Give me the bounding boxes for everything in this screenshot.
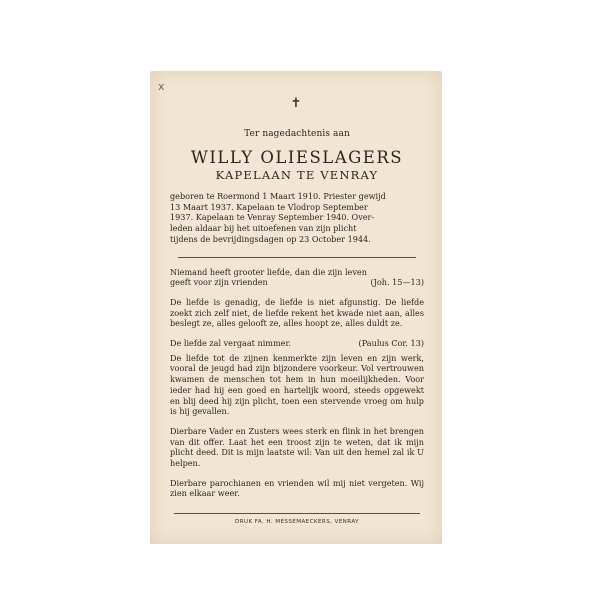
quote-john-line1: Niemand heeft grooter liefde, dan die zijn leven [170, 266, 367, 277]
biography-line: geboren te Roermond 1 Maart 1910. Priester gewijd [170, 191, 386, 201]
quote-john-line2: geeft voor zijn vrienden [170, 277, 268, 288]
biography [170, 191, 424, 245]
quote-john [170, 267, 424, 288]
biography-line: 1937. Kapelaan te Venray September 1940. Over- [170, 212, 375, 223]
printer-credit: DRUK FA. H. MESSEMAECKERS, VENRAY [235, 519, 359, 526]
quote-paulus [170, 338, 424, 349]
deceased-name: WILLY OLIESLAGERS [190, 148, 404, 167]
paragraph-parish: Dierbare parochianen en vrienden wil mij niet vergeten. Wij zien elkaar weer. [170, 477, 424, 499]
deceased-title: KAPELAAN TE VENRAY [215, 168, 379, 182]
biography-line: tijdens de bevrijdingsdagen op 23 October 1944. [170, 233, 371, 244]
quote-paulus-reference: (Paulus Cor. 13) [358, 338, 424, 349]
cross-icon: ✝ [290, 96, 302, 111]
paragraph-family: Dierbare Vader en Zusters wees sterk en flink in het brengen van dit offer. Laat het een troost zijn te weten, dat ik mijn plicht deed. Dit is mijn laatste wil: Van uit den hemel zal ik U helpen. [170, 425, 424, 469]
paragraph-love: De liefde is genadig, de liefde is niet afgunstig. De liefde zoekt zich zelf niet, de liefde rekent het kwade niet aan, alles beslegt ze, alles gelooft ze, alles hoopt ze, alles duldt ze. [170, 296, 424, 329]
paragraph-life: De liefde tot de zijnen kenmerkte zijn leven en zijn werk, vooral de jeugd had zijn bijzondere voorkeur. Vol vertrouwen kwamen de menschen tot hem in hun moeilijkheden. Voor ieder had hij een goed en hartelijk woord, steeds opgewekt en blij deed hij zijn plicht, toen een stervende vroeg om hulp is hij gevallen. [170, 352, 424, 417]
card-content [170, 129, 424, 525]
memorial-card [150, 71, 442, 544]
in-memory-line: Ter nagedachtenis aan [244, 129, 350, 139]
biography-line: leden aldaar bij het uitoefenen van zijn plicht [170, 223, 357, 234]
biography-line: 13 Maart 1937. Kapelaan te Vlodrop September [170, 201, 368, 212]
corner-pencil-mark: x [158, 80, 165, 93]
quote-paulus-text: De liefde zal vergaat nimmer. [170, 338, 291, 349]
quote-john-reference: (Joh. 15—13) [370, 277, 424, 288]
divider-line [178, 257, 416, 258]
bottom-divider-line [174, 513, 420, 514]
